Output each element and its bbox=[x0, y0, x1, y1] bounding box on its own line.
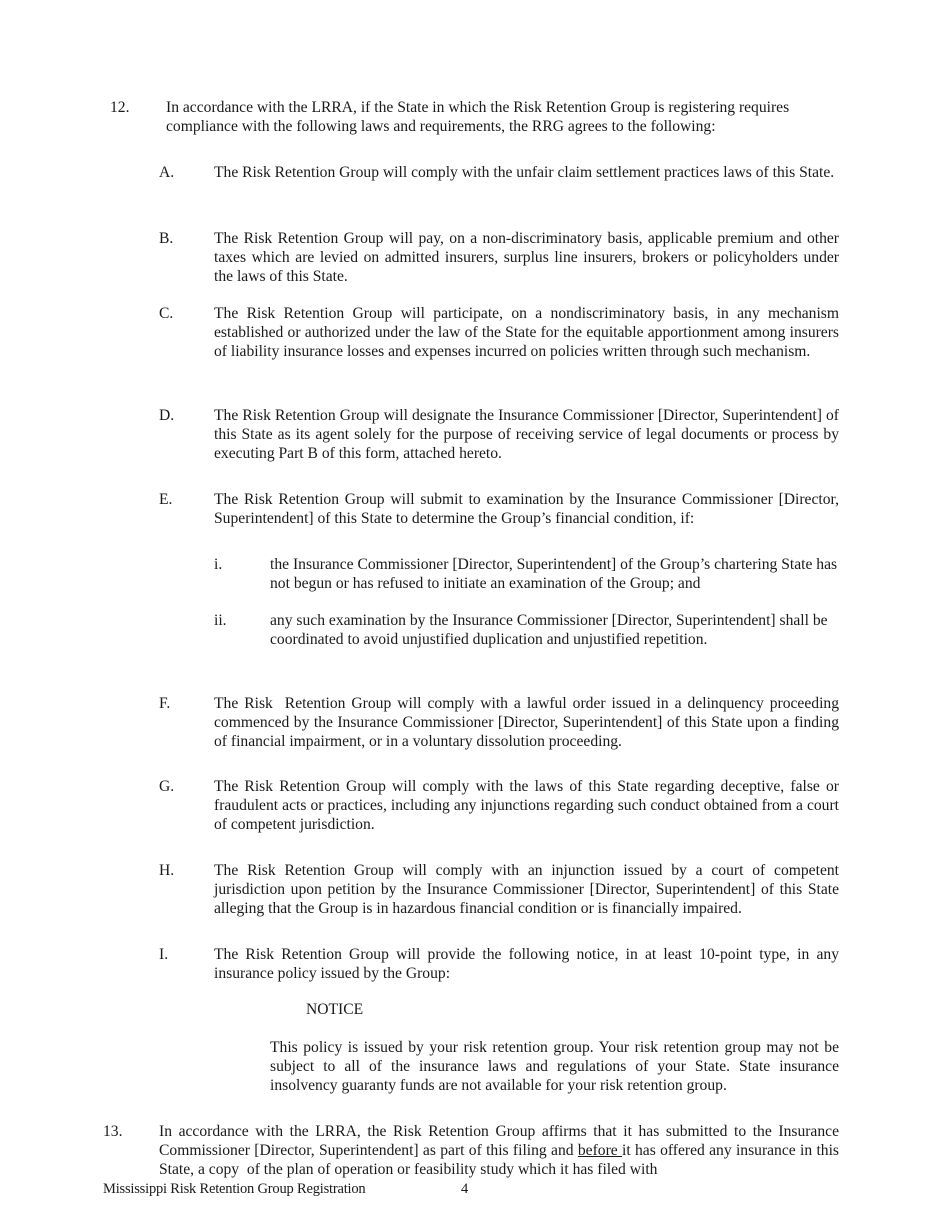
item-g-text: The Risk Retention Group will comply with the laws of this State regarding deceptive, false or fraudulent acts or practices, including any injunctions regarding such conduct obtained from a court of competent jurisdiction. bbox=[214, 778, 839, 833]
item-f-label: F. bbox=[159, 695, 171, 712]
subitem-i-text: the Insurance Commissioner [Director, Superintendent] of the Group’s chartering State has not begun or has refused to initiate an examination of the Group; and bbox=[270, 556, 838, 592]
section-13-underlined: before bbox=[577, 1142, 622, 1159]
item-h-label: H. bbox=[159, 862, 175, 879]
subitem-ii-label: ii. bbox=[214, 612, 227, 629]
footer-page-number: 4 bbox=[461, 1181, 469, 1197]
section-13-text-before: In accordance with the LRRA, the Risk Retention Group affirms that it has submitted to the Insurance Commissioner [Director, Superintendent] as part of this filing and bbox=[159, 1123, 843, 1159]
section-13-text bbox=[159, 1122, 843, 1179]
item-f-text: The Risk Retention Group will comply with a lawful order issued in a delinquency proceeding commenced by the Insurance Commissioner [Director, Superintendent] of this State upon a finding of financial impairment, or in a voluntary dissolution proceeding. bbox=[214, 695, 843, 750]
item-b-text: The Risk Retention Group will pay, on a non-discriminatory basis, applicable premium and other taxes which are levied on admitted insurers, surplus line insurers, brokers or policyholders under the laws of this State. bbox=[214, 230, 839, 285]
item-i-text: The Risk Retention Group will provide the following notice, in at least 10-point type, in any insurance policy issued by the Group: bbox=[214, 946, 839, 982]
item-b-label: B. bbox=[159, 230, 174, 247]
item-d-label: D. bbox=[159, 407, 175, 424]
subitem-i-label: i. bbox=[214, 556, 223, 573]
notice-text: This policy is issued by your risk retention group. Your risk retention group may not be subject to all of the insurance laws and regulations of your State. State insurance insolvency guaranty funds are not available for your risk retention group. bbox=[270, 1039, 839, 1094]
footer-title: Mississippi Risk Retention Group Registration bbox=[103, 1181, 366, 1197]
item-i-label: I. bbox=[159, 946, 169, 963]
section-13-number: 13. bbox=[103, 1123, 123, 1140]
subitem-ii-text: any such examination by the Insurance Commissioner [Director, Superintendent] shall be coordinated to avoid unjustified duplication and unjustified repetition. bbox=[270, 612, 828, 648]
section-12-intro: In accordance with the LRRA, if the State in which the Risk Retention Group is registering requires compliance with the following laws and requirements, the RRG agrees to the following: bbox=[166, 99, 790, 135]
item-c-label: C. bbox=[159, 305, 174, 322]
item-e-text: The Risk Retention Group will submit to examination by the Insurance Commissioner [Director, Superintendent] of this State to determine the Group’s financial condition, if: bbox=[214, 491, 839, 527]
section-13-text-after: it has offered any insurance in this State, a copy of the plan of operation or feasibility study which it has filed with bbox=[159, 1142, 843, 1178]
item-d-text: The Risk Retention Group will designate the Insurance Commissioner [Director, Superintendent] of this State as its agent solely for the purpose of receiving service of legal documents or process by executing Part B of this form, attached hereto. bbox=[214, 407, 839, 462]
item-h-text: The Risk Retention Group will comply with an injunction issued by a court of competent jurisdiction upon petition by the Insurance Commissioner [Director, Superintendent] of this State alleging that the Group is in hazardous financial condition or is financially impaired. bbox=[214, 862, 839, 917]
section-12-number: 12. bbox=[110, 99, 130, 116]
item-e-label: E. bbox=[159, 491, 173, 508]
item-a-text: The Risk Retention Group will comply with the unfair claim settlement practices laws of this State. bbox=[214, 164, 835, 181]
item-c-text: The Risk Retention Group will participate, on a nondiscriminatory basis, in any mechanism established or authorized under the law of the State for the equitable apportionment among insurers of liability insurance losses and expenses incurred on policies written through such mechanism. bbox=[214, 305, 839, 360]
item-a-label: A. bbox=[159, 164, 175, 181]
notice-heading: NOTICE bbox=[306, 1001, 364, 1018]
item-g-label: G. bbox=[159, 778, 175, 795]
